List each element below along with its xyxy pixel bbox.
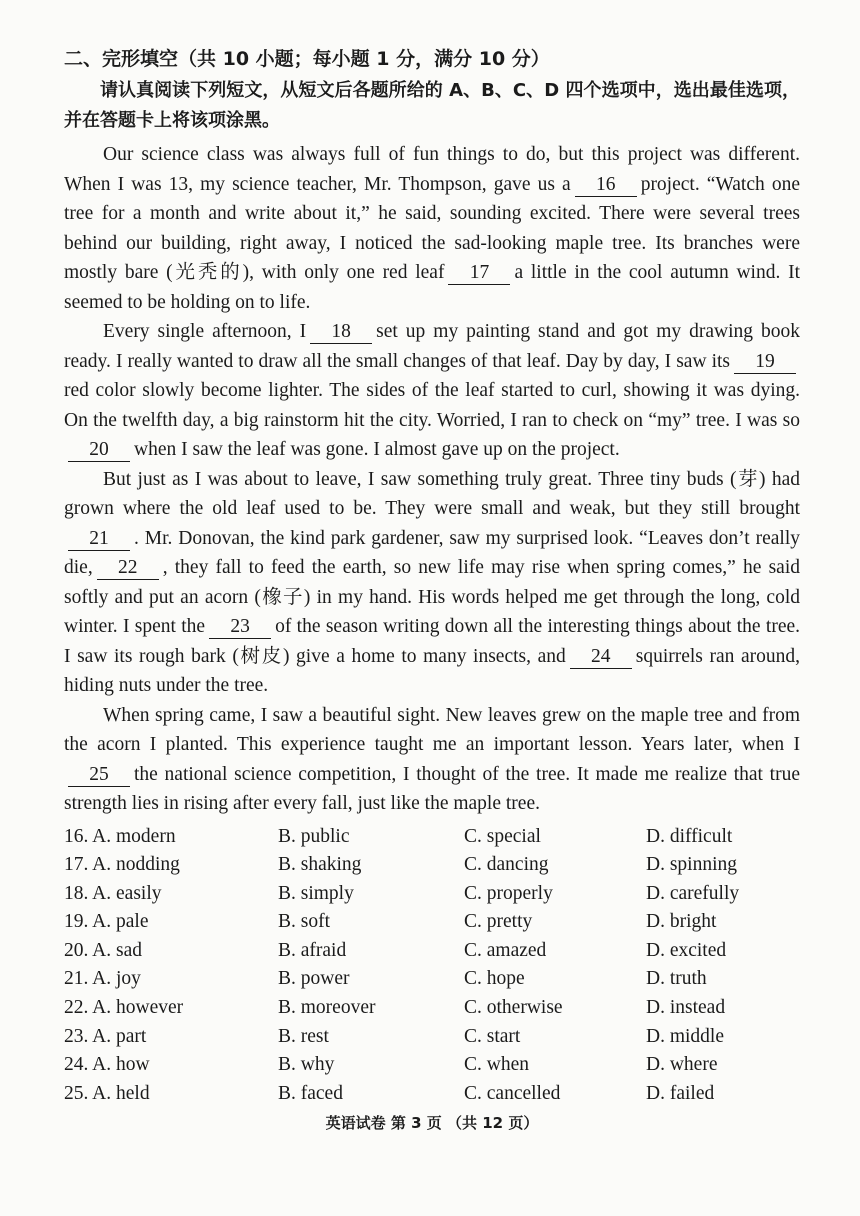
passage-paragraph-3	[64, 465, 800, 701]
option-a: 24. A. how	[64, 1054, 150, 1076]
passage-paragraph-1	[64, 140, 800, 317]
cloze-passage	[64, 140, 800, 819]
page-footer: 英语试卷 第 3 页 （共 12 页）	[325, 1114, 539, 1133]
passage-paragraph-2	[64, 317, 800, 465]
option-row-21	[64, 965, 800, 994]
option-a: 16. A. modern	[64, 825, 176, 847]
option-c: C. hope	[464, 968, 525, 990]
passage-text: project. “Watch one tree for a month and write about it,” he said, sounding excited. There were several trees behind our building, right away, I noticed the sad-looking maple tree. Its branches were mostly bare (光秃的), with only one red leaf	[64, 173, 800, 283]
option-c: C. properly	[464, 882, 553, 904]
passage-paragraph-4	[64, 701, 800, 819]
blank-16: 16	[575, 174, 637, 197]
option-d: D. middle	[646, 1025, 724, 1047]
option-b: B. afraid	[278, 939, 347, 961]
option-c: C. otherwise	[464, 997, 563, 1019]
option-b: B. power	[278, 968, 350, 990]
passage-text: . Mr. Donovan, the kind park gardener, saw my surprised look. “Leaves don’t really die,	[64, 527, 800, 578]
option-a: 25. A. held	[64, 1082, 150, 1104]
option-a: 18. A. easily	[64, 882, 162, 904]
option-a: 23. A. part	[64, 1025, 147, 1047]
blank-19: 19	[734, 351, 796, 374]
blank-20: 20	[68, 439, 130, 462]
option-d: D. excited	[646, 939, 727, 961]
option-d: D. failed	[646, 1082, 715, 1104]
blank-23: 23	[209, 616, 271, 639]
option-d: D. spinning	[646, 854, 738, 876]
option-d: D. instead	[646, 997, 726, 1019]
answer-options	[64, 823, 800, 1109]
option-c: C. amazed	[464, 939, 547, 961]
option-b: B. why	[278, 1054, 335, 1076]
option-row-25	[64, 1080, 800, 1109]
option-d: D. difficult	[646, 825, 733, 847]
option-row-17	[64, 851, 800, 880]
option-b: B. public	[278, 825, 350, 847]
option-c: C. cancelled	[464, 1082, 561, 1104]
passage-text: Our science class was always full of fun things to do, but this project was different. When I was 13, my science teacher, Mr. Thompson, gave us a	[64, 144, 800, 195]
passage-text: squirrels ran around, hiding nuts under the tree.	[64, 645, 800, 696]
blank-18: 18	[310, 321, 372, 344]
option-b: B. moreover	[278, 997, 376, 1019]
option-a: 20. A. sad	[64, 939, 142, 961]
option-row-19	[64, 908, 800, 937]
passage-text: , they fall to feed the earth, so new life may rise when spring comes,” he said softly and put an acorn (橡子) in my hand. His words helped me get through the long, cold winter. I spent the	[64, 557, 800, 637]
option-row-23	[64, 1023, 800, 1052]
option-a: 19. A. pale	[64, 911, 149, 933]
option-row-18	[64, 880, 800, 909]
option-a: 22. A. however	[64, 997, 184, 1019]
passage-text: Every single afternoon, I	[103, 321, 307, 342]
blank-24: 24	[570, 646, 632, 669]
passage-text: set up my painting stand and got my drawing book ready. I really wanted to draw all the small changes of that leaf. Day by day, I saw its	[64, 321, 800, 372]
option-b: B. simply	[278, 882, 354, 904]
option-d: D. carefully	[646, 882, 740, 904]
blank-21: 21	[68, 528, 130, 551]
option-a: 21. A. joy	[64, 968, 141, 990]
passage-text: of the season writing down all the interesting things about the tree. I saw its rough bark (树皮) give a home to many insects, and	[64, 616, 800, 667]
option-row-24	[64, 1051, 800, 1080]
blank-17: 17	[448, 262, 510, 285]
blank-22: 22	[97, 557, 159, 580]
section-title: 二、完形填空（共 10 小题；每小题 1 分，满分 10 分）	[64, 48, 550, 70]
option-d: D. where	[646, 1054, 718, 1076]
passage-text: red color slowly become lighter. The sides of the leaf started to curl, showing it was dying. On the twelfth day, a big rainstorm hit the city. Worried, I ran to check on “my” tree. I was so	[64, 380, 800, 431]
section-instruction: 请认真阅读下列短文，从短文后各题所给的 A、B、C、D 四个选项中，选出最佳选项，并在答题卡上将该项涂黑。	[64, 80, 800, 131]
passage-text: when I saw the leaf was gone. I almost gave up on the project.	[134, 439, 620, 460]
option-c: C. dancing	[464, 854, 549, 876]
blank-25: 25	[68, 764, 130, 787]
option-c: C. when	[464, 1054, 529, 1076]
option-b: B. soft	[278, 911, 331, 933]
option-c: C. pretty	[464, 911, 533, 933]
option-c: C. special	[464, 825, 541, 847]
option-b: B. rest	[278, 1025, 329, 1047]
passage-text: But just as I was about to leave, I saw something truly great. Three tiny buds (芽) had grown where the old leaf used to be. They were small and weak, but they still brought	[64, 468, 800, 519]
option-b: B. shaking	[278, 854, 362, 876]
option-row-20	[64, 937, 800, 966]
passage-text: When spring came, I saw a beautiful sight. New leaves grew on the maple tree and from the acorn I planted. This experience taught me an important lesson. Years later, when I	[64, 704, 800, 755]
passage-text: the national science competition, I thought of the tree. It made me realize that true strength lies in rising after every fall, just like the maple tree.	[64, 763, 800, 814]
option-a: 17. A. nodding	[64, 854, 180, 876]
option-b: B. faced	[278, 1082, 343, 1104]
option-d: D. bright	[646, 911, 717, 933]
option-row-22	[64, 994, 800, 1023]
option-row-16	[64, 823, 800, 852]
option-d: D. truth	[646, 968, 707, 990]
passage-text: a little in the cool autumn wind. It seemed to be holding on to life.	[64, 262, 800, 313]
option-c: C. start	[464, 1025, 521, 1047]
